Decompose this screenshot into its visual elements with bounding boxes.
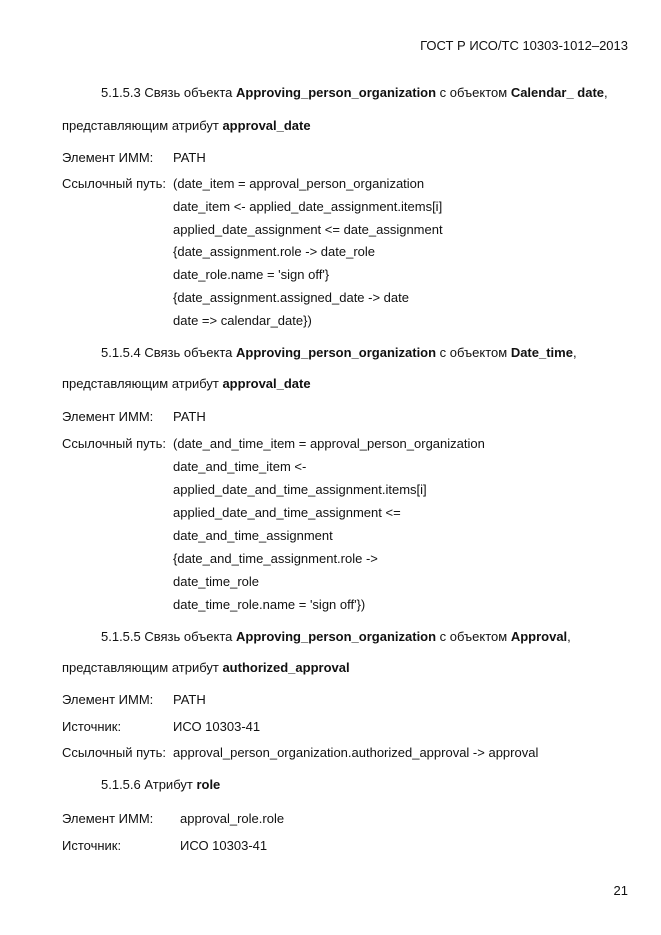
mim-element-value: PATH: [173, 150, 206, 165]
heading-punct: ,: [604, 85, 608, 100]
attribute-name: approval_date: [222, 118, 311, 133]
mim-element-label: Элемент ИММ:: [62, 150, 154, 165]
reference-path-line: date_item <- applied_date_assignment.items[i]: [173, 199, 443, 214]
section-number: 5.1.5.5 Связь объекта: [101, 629, 236, 644]
section-number: 5.1.5.6 Атрибут: [101, 777, 197, 792]
reference-path-line: applied_date_and_time_assignment <=: [173, 505, 401, 520]
mim-element-value: PATH: [173, 409, 206, 424]
attribute-name: authorized_approval: [222, 660, 350, 675]
section-heading-line2: [62, 660, 350, 676]
reference-path-line: approval_person_organization.authorized_approval -> approval: [173, 745, 539, 760]
reference-path-line: {date_assignment.assigned_date -> date: [173, 290, 409, 305]
target-entity: Calendar_ date: [510, 85, 605, 100]
heading-text: представляющим атрибут: [62, 660, 223, 675]
section-number: 5.1.5.4 Связь объекта: [101, 345, 236, 360]
mim-element-label: Элемент ИММ:: [62, 811, 154, 826]
reference-path-line: {date_and_time_assignment.role ->: [173, 551, 378, 566]
section-heading: [101, 777, 220, 793]
attribute-name: role: [196, 777, 221, 792]
heading-text: с объектом: [436, 345, 511, 360]
reference-path-line: date_and_time_item <-: [173, 459, 307, 474]
section-heading-line2: [62, 118, 311, 134]
heading-punct: ,: [567, 629, 571, 644]
section-heading-line2: [62, 376, 311, 392]
reference-path-line: (date_and_time_item = approval_person_organization: [173, 436, 485, 451]
reference-path-label: Ссылочный путь:: [62, 745, 166, 760]
reference-path-line: date_role.name = 'sign off'}: [173, 267, 330, 282]
reference-path-line: date => calendar_date}): [173, 313, 312, 328]
heading-text: с объектом: [436, 85, 511, 100]
section-heading: [101, 85, 608, 101]
target-entity: Approval: [510, 629, 568, 644]
mim-element-label: Элемент ИММ:: [62, 692, 154, 707]
reference-path-line: date_time_role: [173, 574, 259, 589]
source-value: ИСО 10303-41: [180, 838, 268, 853]
heading-text: представляющим атрибут: [62, 376, 223, 391]
page-header: ГОСТ Р ИСО/ТС 10303-1012–2013: [420, 38, 628, 53]
reference-path-label: Ссылочный путь:: [62, 176, 166, 191]
heading-text: представляющим атрибут: [62, 118, 223, 133]
section-heading: [101, 629, 571, 645]
entity-name: Approving_person_organization: [235, 629, 437, 644]
source-label: Источник:: [62, 838, 122, 853]
reference-path-label: Ссылочный путь:: [62, 436, 166, 451]
reference-path-line: date_time_role.name = 'sign off'}): [173, 597, 366, 612]
section-number: 5.1.5.3 Связь объекта: [101, 85, 236, 100]
section-heading: [101, 345, 577, 361]
heading-punct: ,: [572, 345, 577, 360]
heading-text: с объектом: [436, 629, 511, 644]
reference-path-line: applied_date_assignment <= date_assignment: [173, 222, 443, 237]
entity-name: Approving_person_organization: [235, 345, 437, 360]
reference-path-line: {date_assignment.role -> date_role: [173, 244, 375, 259]
mim-element-value: PATH: [173, 692, 206, 707]
mim-element-value: approval_role.role: [180, 811, 285, 826]
attribute-name: approval_date: [222, 376, 311, 391]
reference-path-line: date_and_time_assignment: [173, 528, 333, 543]
page-number: 21: [613, 883, 628, 898]
source-value: ИСО 10303-41: [173, 719, 261, 734]
source-label: Источник:: [62, 719, 122, 734]
reference-path-line: (date_item = approval_person_organization: [173, 176, 425, 191]
entity-name: Approving_person_organization: [235, 85, 437, 100]
target-entity: Date_time: [510, 345, 573, 360]
mim-element-label: Элемент ИММ:: [62, 409, 154, 424]
reference-path-line: applied_date_and_time_assignment.items[i]: [173, 482, 427, 497]
